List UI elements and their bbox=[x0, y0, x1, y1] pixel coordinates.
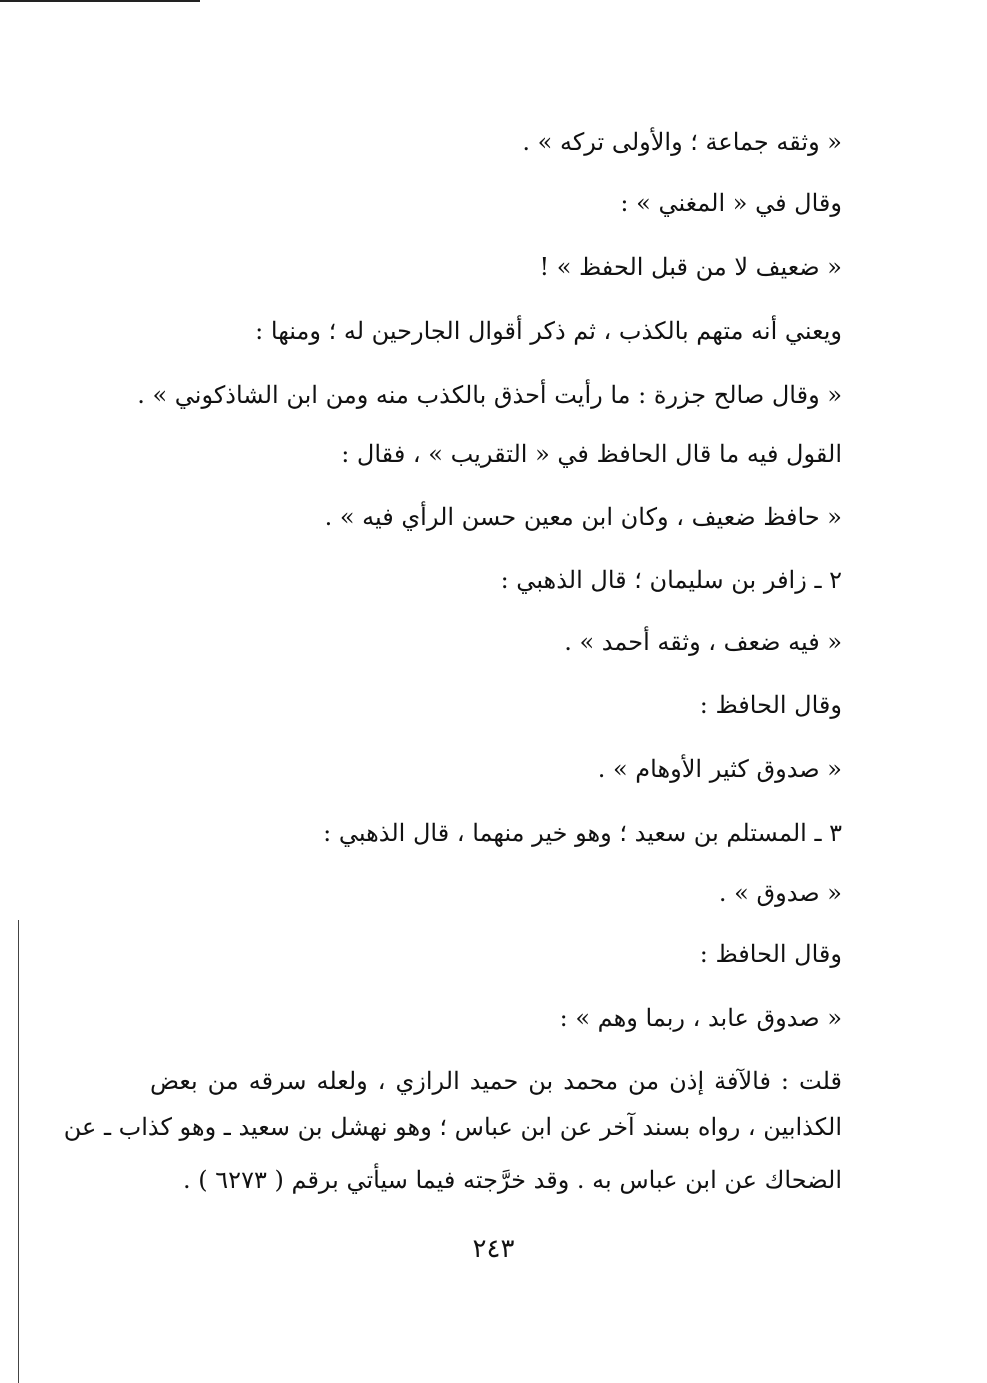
scan-edge-left bbox=[18, 920, 19, 1383]
text-line-3: « ضعيف لا من قبل الحفظ » ! bbox=[539, 253, 842, 281]
text-line-14: وقال الحافظ : bbox=[699, 940, 842, 968]
paragraph-line-1: قلت : فالآفة إذن من محمد بن حميد الرازي ، ولعله سرقه من بعض bbox=[150, 1067, 843, 1095]
paragraph-line-2: الكذابين ، رواه بسند آخر عن ابن عباس ؛ وهو نهشل بن سعيد ـ وهو كذاب ـ عن bbox=[63, 1113, 842, 1141]
text-line-9: « فيه ضعف ، وثقه أحمد » . bbox=[564, 628, 842, 656]
text-line-11: « صدوق كثير الأوهام » . bbox=[597, 755, 842, 783]
text-line-4: ويعني أنه متهم بالكذب ، ثم ذكر أقوال الجارحين له ؛ ومنها : bbox=[255, 317, 842, 345]
scan-edge-top bbox=[0, 0, 200, 2]
text-line-13: « صدوق » . bbox=[718, 879, 842, 907]
text-line-12: ٣ ـ المستلم بن سعيد ؛ وهو خير منهما ، قال الذهبي : bbox=[323, 819, 842, 847]
text-line-8: ٢ ـ زافر بن سليمان ؛ قال الذهبي : bbox=[500, 566, 842, 594]
text-line-7: « حافظ ضعيف ، وكان ابن معين حسن الرأي فيه » . bbox=[324, 503, 842, 531]
page-number: ٢٤٣ bbox=[472, 1234, 515, 1264]
text-line-6: القول فيه ما قال الحافظ في « التقريب » ، فقال : bbox=[341, 440, 842, 468]
text-line-15: « صدوق عابد ، ربما وهم » : bbox=[559, 1004, 842, 1032]
text-line-1: « وثقه جماعة ؛ والأولى تركه » . bbox=[522, 128, 842, 156]
text-line-10: وقال الحافظ : bbox=[699, 691, 842, 719]
text-line-2: وقال في « المغني » : bbox=[620, 189, 842, 217]
text-line-5: « وقال صالح جزرة : ما رأيت أحذق بالكذب منه ومن ابن الشاذكوني » . bbox=[137, 381, 842, 409]
paragraph-line-3: الضحاك عن ابن عباس به . وقد خرَّجته فيما سيأتي برقم ( ٦٢٧٣ ) . bbox=[183, 1166, 842, 1194]
